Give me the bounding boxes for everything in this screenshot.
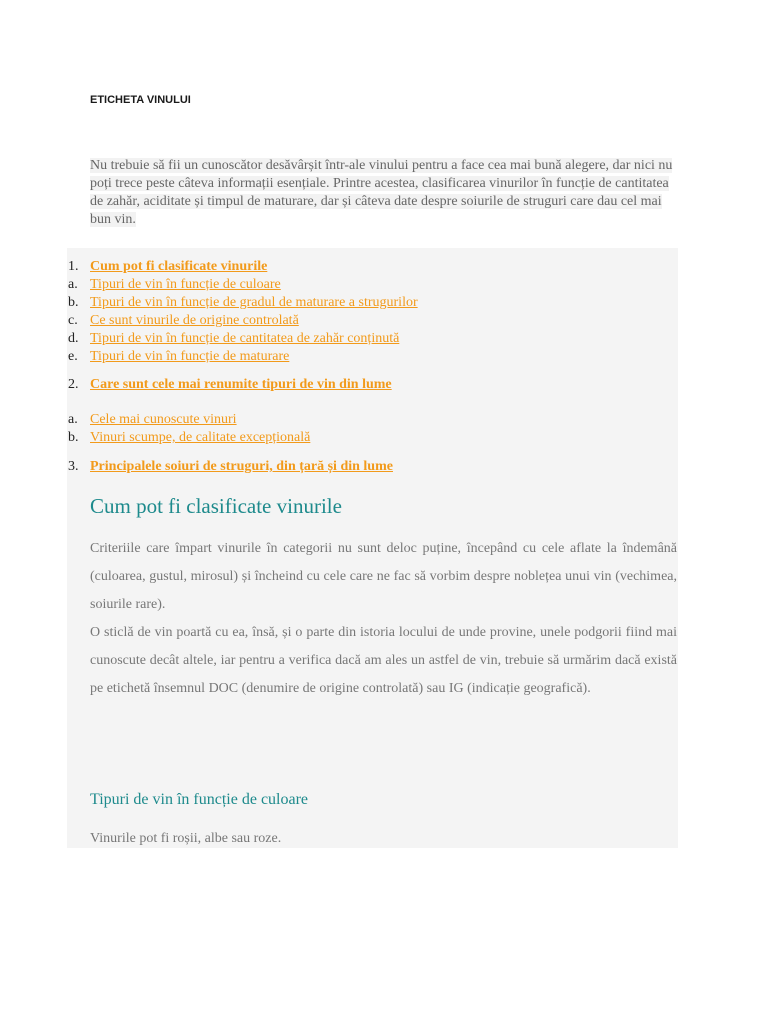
toc-item xyxy=(67,276,678,294)
toc-marker: a. xyxy=(68,277,78,292)
toc-link-zahar[interactable]: Tipuri de vin în funcție de cantitatea de zahăr conținută xyxy=(90,331,400,346)
document-title: ETICHETA VINULUI xyxy=(90,94,191,106)
toc-item xyxy=(67,258,678,276)
section-body xyxy=(90,535,677,703)
toc-item xyxy=(67,429,678,447)
intro-text: Nu trebuie să fii un cunoscător desăvârșit într-ale vinului pentru a face cea mai bună alegere, dar nici nu poți trece peste câteva informații esențiale. Printre acestea, clasificarea vinurilor în funcție de cantitatea de zahăr, aciditate și timpul de maturare, dar și câteva date despre soiurile de struguri care dau cel mai bun vin. xyxy=(90,158,673,227)
toc-link-grad-maturare[interactable]: Tipuri de vin în funcție de gradul de maturare a strugurilor xyxy=(90,295,418,310)
toc-marker: d. xyxy=(68,331,79,346)
toc-marker: e. xyxy=(68,349,78,364)
toc-marker: c. xyxy=(68,313,78,328)
toc-marker: 3. xyxy=(68,459,79,474)
toc-link-renumite[interactable]: Care sunt cele mai renumite tipuri de vin din lume xyxy=(90,377,392,392)
toc-link-scumpe[interactable]: Vinuri scumpe, de calitate excepțională xyxy=(90,430,311,445)
paragraph: Criteriile care împart vinurile în categorii nu sunt deloc puține, începând cu cele aflate la îndemână (culoarea, gustul, mirosul) și încheind cu cele care ne fac să vorbim despre noblețea unui vin (vechimea, soiurile rare). xyxy=(90,541,677,612)
subsection-heading: Tipuri de vin în funcție de culoare xyxy=(90,791,309,808)
toc-marker: a. xyxy=(68,412,78,427)
subsection-text: Vinurile pot fi roșii, albe sau roze. xyxy=(90,831,282,846)
toc-link-maturare[interactable]: Tipuri de vin în funcție de maturare xyxy=(90,349,290,364)
toc-item xyxy=(67,458,678,476)
toc-link-soiuri[interactable]: Principalele soiuri de struguri, din țară și din lume xyxy=(90,459,393,474)
toc-marker: 2. xyxy=(68,377,79,392)
toc-marker: b. xyxy=(68,430,79,445)
toc-link-cunoscute[interactable]: Cele mai cunoscute vinuri xyxy=(90,412,237,427)
toc-marker: 1. xyxy=(68,259,79,274)
toc-item xyxy=(67,294,678,312)
toc-link-culoare[interactable]: Tipuri de vin în funcție de culoare xyxy=(90,277,281,292)
toc-link-clasificare[interactable]: Cum pot fi clasificate vinurile xyxy=(90,259,268,274)
toc-item xyxy=(67,376,678,394)
toc-item xyxy=(67,411,678,429)
toc-item xyxy=(67,330,678,348)
toc-item xyxy=(67,348,678,366)
section-heading: Cum pot fi clasificate vinurile xyxy=(90,494,342,518)
paragraph: O sticlă de vin poartă cu ea, însă, și o parte din istoria locului de unde provine, unele podgorii fiind mai cunoscute decât altele, iar pentru a verifica dacă am ales un astfel de vin, trebuie să urmărim dacă există pe etichetă însemnul DOC (denumire de origine controlată) sau IG (indicație geografică). xyxy=(90,625,677,696)
intro-paragraph xyxy=(90,157,678,229)
toc-link-origine-controlata[interactable]: Ce sunt vinurile de origine controlată xyxy=(90,313,299,328)
toc-item xyxy=(67,312,678,330)
toc-marker: b. xyxy=(68,295,79,310)
